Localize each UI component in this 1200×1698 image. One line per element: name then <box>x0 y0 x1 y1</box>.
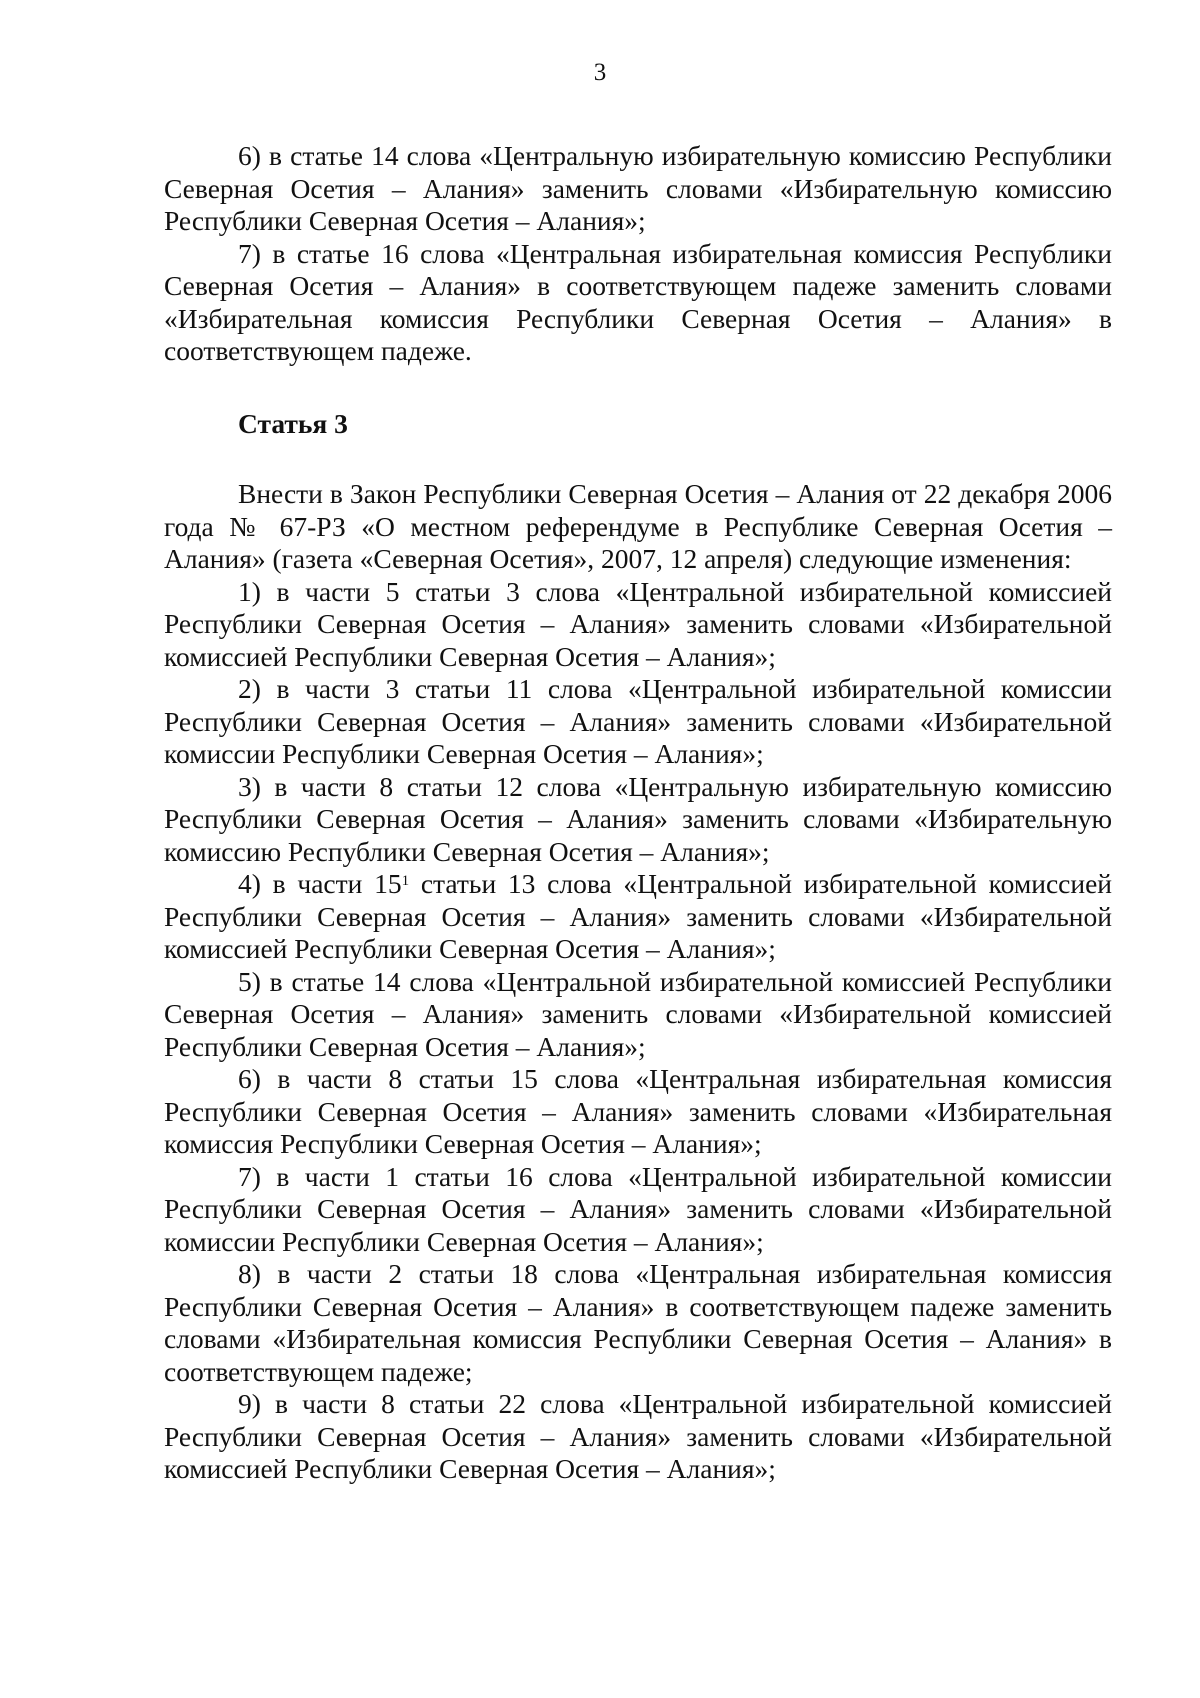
list-item: 2) в части 3 статьи 11 слова «Центральной избирательной комиссии Республики Северная Осетия – Алания» заменить словами «Избирательной комиссии Республики Северная Осетия – Алания»; <box>164 673 1112 769</box>
superscript: 1 <box>401 872 410 889</box>
article-heading: Статья 3 <box>238 407 348 439</box>
list-item: 6) в статье 14 слова «Центральную избирательную комиссию Республики Северная Осетия – Алания» заменить словами «Избирательную комиссию Республики Северная Осетия – Алания»; <box>164 140 1112 236</box>
item-prefix: 4) в части 15 <box>238 868 402 899</box>
list-item <box>164 868 1112 966</box>
item-suffix: статьи 13 слова «Центральной избирательной комиссией Республики Северная Осетия – Алания» заменить словами «Избирательной комиссией Республики Северная Осетия – Алания»; <box>164 868 1113 964</box>
article-intro: Внести в Закон Республики Северная Осетия – Алания от 22 декабря 2006 года № 67-РЗ «О местном референдуме в Республике Северная Осетия – Алания» (газета «Северная Осетия», 2007, 12 апреля) следующие изменения: <box>164 478 1112 574</box>
spacer <box>164 440 1112 478</box>
list-item: 5) в статье 14 слова «Центральной избирательной комиссией Республики Северная Осетия – Алания» заменить словами «Избирательной комиссией Республики Северная Осетия – Алания»; <box>164 965 1112 1062</box>
document-body <box>164 140 1112 1486</box>
list-item: 3) в части 8 статьи 12 слова «Центральную избирательную комиссию Республики Северная Осетия – Алания» заменить словами «Избирательную комиссию Республики Северная Осетия – Алания»; <box>164 770 1112 867</box>
list-item: 7) в статье 16 слова «Центральная избирательная комиссия Республики Северная Осетия – Алания» в соответствующем падеже заменить словами «Избирательная комиссия Республики Северная Осетия – Алания» в соответствующем падеже. <box>164 237 1112 366</box>
page-number: 3 <box>593 59 607 86</box>
list-item: 8) в части 2 статьи 18 слова «Центральная избирательная комиссия Республики Северная Осетия – Алания» в соответствующем падеже заменить словами «Избирательная комиссия Республики Северная Осетия – Алания» в соответствующем падеже; <box>164 1258 1112 1387</box>
list-item: 9) в части 8 статьи 22 слова «Центральной избирательной комиссией Республики Северная Осетия – Алания» заменить словами «Избирательной комиссией Республики Северная Осетия – Алания»; <box>164 1388 1112 1484</box>
spacer <box>164 368 1112 408</box>
list-item: 7) в части 1 статьи 16 слова «Центральной избирательной комиссии Республики Северная Осетия – Алания» заменить словами «Избирательной комиссии Республики Северная Осетия – Алания»; <box>164 1160 1112 1257</box>
list-item: 6) в части 8 статьи 15 слова «Центральная избирательная комиссия Республики Северная Осетия – Алания» заменить словами «Избирательная комиссия Республики Северная Осетия – Алания»; <box>164 1063 1112 1159</box>
list-item: 1) в части 5 статьи 3 слова «Центральной избирательной комиссией Республики Северная Осетия – Алания» заменить словами «Избирательной комиссией Республики Северная Осетия – Алания»; <box>164 575 1112 672</box>
